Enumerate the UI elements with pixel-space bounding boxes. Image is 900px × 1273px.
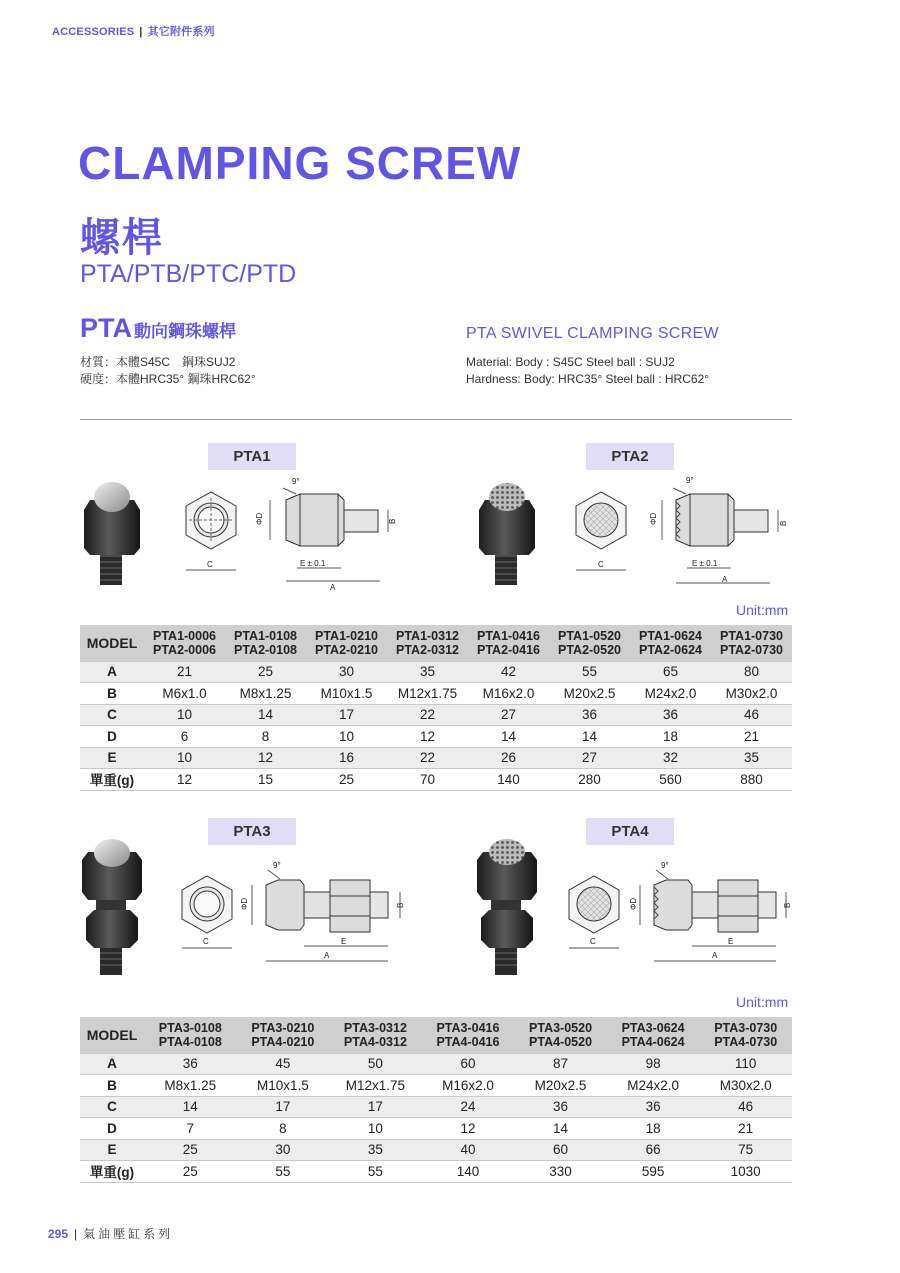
table-cell: 55	[237, 1161, 330, 1183]
model-column-header	[306, 625, 387, 661]
model-code-bottom: PTA4-0416	[436, 1034, 500, 1049]
model-column-header	[387, 625, 468, 661]
model-column-header	[144, 625, 225, 661]
model-code-bottom: PTA4-0108	[158, 1034, 222, 1049]
table-cell: 42	[468, 661, 549, 683]
table-cell: 10	[329, 1118, 422, 1140]
table-cell: 27	[468, 704, 549, 726]
table-cell: 880	[711, 769, 792, 791]
pta4-dim-angle: 9°	[661, 861, 669, 870]
pta1-dim-angle: 9°	[292, 477, 300, 486]
table-cell: 25	[225, 661, 306, 683]
model-code-bottom: PTA4-0312	[343, 1034, 407, 1049]
model-code-bottom: PTA2-0210	[315, 642, 378, 657]
row-label: 單重(g)	[80, 1161, 144, 1183]
table-cell: M30x2.0	[711, 683, 792, 705]
table-cell: 35	[711, 747, 792, 769]
pta1-pta2-spec-table	[80, 625, 792, 791]
table-cell: M10x1.5	[306, 683, 387, 705]
table-cell: 70	[387, 769, 468, 791]
table-cell: 26	[468, 747, 549, 769]
table-cell: 75	[699, 1139, 792, 1161]
row-label: E	[80, 1139, 144, 1161]
table-row	[80, 747, 792, 769]
label-pta2: PTA2	[586, 443, 674, 470]
pta4-dim-e: E	[728, 937, 734, 946]
pta1-side-view	[270, 488, 388, 581]
model-code-top: PTA1-0210	[315, 628, 378, 643]
table-cell: 98	[607, 1053, 700, 1075]
pta4-dim-c: C	[590, 937, 596, 946]
table-cell: 36	[514, 1096, 607, 1118]
table-cell: 22	[387, 747, 468, 769]
table-cell: 10	[144, 704, 225, 726]
table-row	[80, 1075, 792, 1097]
pta3-photo	[82, 839, 142, 975]
table-cell: 25	[144, 1161, 237, 1183]
pta3-dim-c: C	[203, 937, 209, 946]
pta2-dim-angle: 9°	[686, 476, 694, 485]
table-cell: 14	[144, 1096, 237, 1118]
table-cell: M24x2.0	[607, 1075, 700, 1097]
table-cell: 140	[468, 769, 549, 791]
table-cell: 140	[422, 1161, 515, 1183]
header-section-en: ACCESSORIES	[52, 26, 135, 38]
material-en: Material: Body : S45C Steel ball : SUJ2	[466, 355, 675, 369]
table-cell: M12x1.75	[329, 1075, 422, 1097]
pta2-dim-b: B	[779, 520, 788, 526]
table-row	[80, 1161, 792, 1183]
pta2-dim-e: E ± 0.1	[692, 559, 718, 568]
pta3-side-view	[252, 870, 400, 961]
pta4-photo	[477, 839, 537, 975]
pta2-dim-phid: ΦD	[649, 512, 658, 525]
table-row	[80, 1118, 792, 1140]
table-row	[80, 1139, 792, 1161]
table-cell: 10	[144, 747, 225, 769]
pta1-dim-a: A	[330, 583, 336, 592]
table-cell: 80	[711, 661, 792, 683]
row-label: D	[80, 726, 144, 748]
page-title-zh: 螺桿	[80, 216, 164, 260]
table-cell: M20x2.5	[514, 1075, 607, 1097]
pta1-dim-b: B	[388, 518, 397, 524]
model-code-bottom: PTA2-0730	[720, 642, 783, 657]
table-cell: 110	[699, 1053, 792, 1075]
table-cell: 17	[306, 704, 387, 726]
model-code-top: PTA3-0312	[343, 1020, 407, 1035]
pta2-side-view	[662, 488, 778, 583]
pta2-dim-c: C	[598, 560, 604, 569]
table-cell: 14	[225, 704, 306, 726]
pta3-pta4-spec-table	[80, 1017, 792, 1183]
model-code-bottom: PTA2-0624	[639, 642, 702, 657]
model-header: MODEL	[80, 1017, 144, 1053]
pta-name-zh: 動向鋼珠螺桿	[134, 322, 236, 341]
pta1-dim-c: C	[207, 560, 213, 569]
model-column-header	[144, 1017, 237, 1053]
pta1-dim-phid: ΦD	[255, 512, 264, 525]
model-code-top: PTA3-0108	[158, 1020, 222, 1035]
table-cell: M10x1.5	[237, 1075, 330, 1097]
table-cell: 87	[514, 1053, 607, 1075]
table-cell: M16x2.0	[468, 683, 549, 705]
pta3-dim-angle: 9°	[273, 861, 281, 870]
model-column-header	[225, 625, 306, 661]
table-cell: 55	[549, 661, 630, 683]
model-code-top: PTA1-0730	[720, 628, 783, 643]
row-label: A	[80, 1053, 144, 1075]
model-code-top: PTA3-0210	[251, 1020, 315, 1035]
model-column-header	[468, 625, 549, 661]
table-cell: 40	[422, 1139, 515, 1161]
page-title-models: PTA/PTB/PTC/PTD	[80, 260, 297, 288]
row-label: B	[80, 683, 144, 705]
row-label: A	[80, 661, 144, 683]
table-cell: 22	[387, 704, 468, 726]
model-code-top: PTA3-0416	[436, 1020, 500, 1035]
model-column-header	[422, 1017, 515, 1053]
table-cell: M20x2.5	[549, 683, 630, 705]
table-cell: 17	[329, 1096, 422, 1118]
model-code-bottom: PTA2-0312	[396, 642, 459, 657]
table-cell: 10	[306, 726, 387, 748]
table-cell: 60	[514, 1139, 607, 1161]
pta-name-en: PTA SWIVEL CLAMPING SCREW	[466, 325, 719, 342]
pta2-dim-a: A	[722, 575, 728, 584]
table-cell: 14	[468, 726, 549, 748]
table-cell: 280	[549, 769, 630, 791]
footer-separator: |	[74, 1227, 78, 1241]
row-label: C	[80, 704, 144, 726]
table-row	[80, 726, 792, 748]
footer-title: 氣油壓缸系列	[83, 1227, 174, 1241]
pta4-side-view	[640, 870, 786, 961]
table-cell: 25	[144, 1139, 237, 1161]
row-label: 單重(g)	[80, 769, 144, 791]
table-cell: 36	[607, 1096, 700, 1118]
hardness-zh: 硬度：本體HRC35° 鋼珠HRC62°	[80, 372, 256, 386]
table-cell: 35	[329, 1139, 422, 1161]
table-cell: 32	[630, 747, 711, 769]
table-cell: 36	[549, 704, 630, 726]
table-cell: M30x2.0	[699, 1075, 792, 1097]
table-cell: M24x2.0	[630, 683, 711, 705]
header-separator: |	[139, 26, 143, 38]
table-cell: 21	[699, 1118, 792, 1140]
row-label: D	[80, 1118, 144, 1140]
table-cell: M12x1.75	[387, 683, 468, 705]
model-column-header	[630, 625, 711, 661]
label-pta1: PTA1	[208, 443, 296, 470]
model-code-bottom: PTA4-0520	[529, 1034, 593, 1049]
model-column-header	[514, 1017, 607, 1053]
model-code-top: PTA1-0520	[558, 628, 621, 643]
model-column-header	[237, 1017, 330, 1053]
model-code-top: PTA1-0312	[396, 628, 459, 643]
table-row	[80, 769, 792, 791]
table-cell: 46	[699, 1096, 792, 1118]
model-code-bottom: PTA4-0210	[251, 1034, 315, 1049]
pta4-dim-a: A	[712, 951, 718, 960]
model-code-top: PTA1-0416	[477, 628, 540, 643]
table-cell: 66	[607, 1139, 700, 1161]
table-cell: 15	[225, 769, 306, 791]
table-cell: 50	[329, 1053, 422, 1075]
table-row	[80, 704, 792, 726]
table-cell: 45	[237, 1053, 330, 1075]
table1-unit: Unit:mm	[736, 602, 789, 618]
page-footer	[48, 1225, 173, 1242]
table-cell: 21	[711, 726, 792, 748]
model-code-top: PTA3-0730	[714, 1020, 778, 1035]
table-row	[80, 1053, 792, 1075]
table-cell: 595	[607, 1161, 700, 1183]
table-cell: 8	[225, 726, 306, 748]
table-cell: M6x1.0	[144, 683, 225, 705]
material-zh: 材質：本體S45C 鋼珠SUJ2	[80, 355, 236, 369]
table-cell: 1030	[699, 1161, 792, 1183]
table-cell: 27	[549, 747, 630, 769]
table-cell: 14	[549, 726, 630, 748]
pta3-dim-a: A	[324, 951, 330, 960]
table-cell: 25	[306, 769, 387, 791]
model-code-bottom: PTA2-0520	[558, 642, 621, 657]
table-header-row	[80, 625, 792, 661]
model-code-bottom: PTA2-0006	[153, 642, 216, 657]
page-number: 295	[48, 1227, 69, 1241]
table-cell: 17	[237, 1096, 330, 1118]
pta2-photo	[479, 483, 535, 585]
table-cell: M8x1.25	[225, 683, 306, 705]
model-column-header	[607, 1017, 700, 1053]
table2-unit: Unit:mm	[736, 994, 789, 1010]
table-cell: 18	[630, 726, 711, 748]
table-cell: 12	[144, 769, 225, 791]
table-cell: 30	[237, 1139, 330, 1161]
pta3-dim-e: E	[341, 937, 347, 946]
table-cell: 65	[630, 661, 711, 683]
model-header: MODEL	[80, 625, 144, 661]
model-code-top: PTA3-0520	[529, 1020, 593, 1035]
table-cell: 7	[144, 1118, 237, 1140]
label-pta4: PTA4	[586, 818, 674, 845]
table-cell: 560	[630, 769, 711, 791]
pta1-photo	[84, 482, 140, 585]
model-column-header	[699, 1017, 792, 1053]
table-cell: 21	[144, 661, 225, 683]
table-row	[80, 661, 792, 683]
table-cell: 330	[514, 1161, 607, 1183]
row-label: C	[80, 1096, 144, 1118]
table-cell: 36	[630, 704, 711, 726]
table-cell: 16	[306, 747, 387, 769]
label-pta3: PTA3	[208, 818, 296, 845]
table-row	[80, 1096, 792, 1118]
table-header-row	[80, 1017, 792, 1053]
row-label: B	[80, 1075, 144, 1097]
pta3-dim-b: B	[396, 902, 405, 908]
table-cell: 8	[237, 1118, 330, 1140]
pta4-dim-b: B	[783, 902, 792, 908]
table-cell: 12	[387, 726, 468, 748]
pta1-dim-e: E ± 0.1	[300, 559, 326, 568]
model-column-header	[549, 625, 630, 661]
model-code-top: PTA3-0624	[621, 1020, 685, 1035]
table-cell: M8x1.25	[144, 1075, 237, 1097]
pta4-dim-phid: ΦD	[629, 897, 638, 910]
table-cell: 60	[422, 1053, 515, 1075]
row-label: E	[80, 747, 144, 769]
pta1-hex-view	[186, 492, 236, 570]
table-cell: M16x2.0	[422, 1075, 515, 1097]
model-code-top: PTA1-0006	[153, 628, 216, 643]
model-code-bottom: PTA4-0730	[714, 1034, 778, 1049]
model-code-bottom: PTA2-0416	[477, 642, 540, 657]
model-code-bottom: PTA4-0624	[621, 1034, 685, 1049]
pta2-hex-view	[576, 492, 626, 570]
table-cell: 14	[514, 1118, 607, 1140]
table-cell: 12	[422, 1118, 515, 1140]
hardness-en: Hardness: Body: HRC35° Steel ball : HRC62°	[466, 372, 710, 386]
table-cell: 36	[144, 1053, 237, 1075]
model-column-header	[329, 1017, 422, 1053]
pta-code: PTA	[80, 313, 132, 343]
page-title-en: CLAMPING SCREW	[78, 137, 522, 189]
model-code-bottom: PTA2-0108	[234, 642, 297, 657]
table-cell: 30	[306, 661, 387, 683]
table-cell: 35	[387, 661, 468, 683]
header-section-zh: 其它附件系列	[147, 26, 215, 38]
table-row	[80, 683, 792, 705]
table-cell: 6	[144, 726, 225, 748]
table-cell: 18	[607, 1118, 700, 1140]
model-code-top: PTA1-0624	[639, 628, 702, 643]
model-code-top: PTA1-0108	[234, 628, 297, 643]
table-cell: 24	[422, 1096, 515, 1118]
table-cell: 46	[711, 704, 792, 726]
model-column-header	[711, 625, 792, 661]
table-cell: 12	[225, 747, 306, 769]
pta3-dim-phid: ΦD	[240, 897, 249, 910]
table-cell: 55	[329, 1161, 422, 1183]
